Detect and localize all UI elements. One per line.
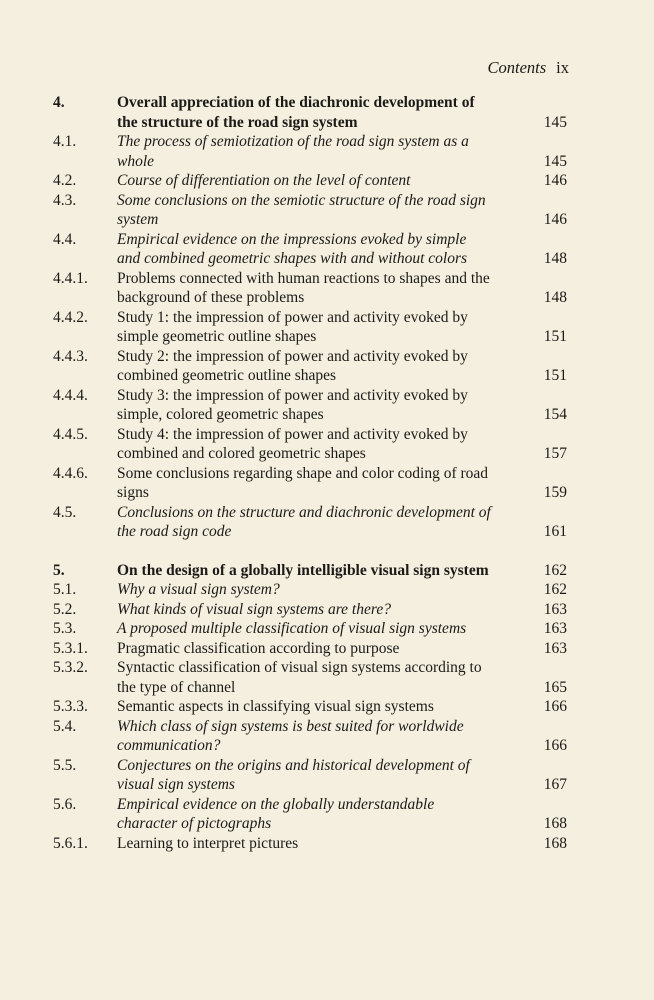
toc-entry bbox=[0, 464, 654, 503]
section-title: Empirical evidence on the impressions evoked by simple and combined geometric shapes with and without colors bbox=[117, 230, 468, 267]
toc-entry bbox=[0, 658, 654, 697]
section-page-number: 163 bbox=[543, 620, 567, 637]
section-title: Course of differentiation on the level of content bbox=[117, 172, 411, 189]
section-number: 5.6.1. bbox=[53, 834, 88, 852]
section-page-number: 161 bbox=[543, 523, 567, 540]
section-title: Overall appreciation of the diachronic development of the structure of the road sign system bbox=[117, 94, 475, 131]
section-title: Study 1: the impression of power and activity evoked by simple geometric outline shapes bbox=[117, 308, 468, 345]
section-number: 5.4. bbox=[53, 717, 77, 735]
section-title: A proposed multiple classification of visual sign systems bbox=[117, 620, 467, 637]
page-number: ix bbox=[556, 58, 569, 77]
section-page-number: 154 bbox=[543, 406, 567, 423]
section-number: 4.2. bbox=[53, 172, 77, 189]
section-page-number: 148 bbox=[543, 250, 567, 267]
toc-entry bbox=[0, 600, 654, 620]
section-page-number: 148 bbox=[543, 289, 567, 306]
section-title: Learning to interpret pictures bbox=[117, 834, 299, 852]
section-number: 5.6. bbox=[53, 795, 77, 813]
section-page-number: 166 bbox=[543, 698, 567, 715]
section-page-number: 157 bbox=[543, 445, 567, 462]
table-of-contents bbox=[0, 93, 654, 853]
section-page-number: 168 bbox=[543, 834, 567, 852]
toc-entry bbox=[0, 639, 654, 659]
running-head bbox=[487, 58, 569, 78]
toc-entry bbox=[0, 580, 654, 600]
section-number: 4.4. bbox=[53, 230, 77, 248]
section-page-number: 145 bbox=[543, 152, 567, 170]
section-page-number: 151 bbox=[543, 328, 567, 345]
section-number: 5.1. bbox=[53, 581, 77, 598]
section-number: 4.4.5. bbox=[53, 425, 88, 443]
section-title: Conclusions on the structure and diachronic development of the road sign code bbox=[117, 503, 491, 540]
toc-entry bbox=[0, 795, 654, 834]
section-number: 5.5. bbox=[53, 756, 77, 774]
toc-entry bbox=[0, 308, 654, 347]
section-number: 4.3. bbox=[53, 191, 77, 209]
running-head-label: Contents bbox=[487, 58, 547, 77]
section-number: 4.1. bbox=[53, 133, 77, 150]
toc-entry bbox=[0, 347, 654, 386]
toc-entry bbox=[0, 503, 654, 542]
section-page-number: 166 bbox=[543, 737, 567, 754]
section-title: Some conclusions regarding shape and color coding of road signs bbox=[117, 464, 489, 501]
section-page-number: 163 bbox=[543, 600, 567, 618]
section-title: Problems connected with human reactions to shapes and the background of these problems bbox=[117, 269, 490, 306]
section-page-number: 165 bbox=[543, 678, 567, 696]
section-title: Why a visual sign system? bbox=[117, 581, 280, 598]
section-number: 5.3.1. bbox=[53, 639, 88, 657]
section-title: Empirical evidence on the globally understandable character of pictographs bbox=[117, 795, 435, 832]
toc-entry bbox=[0, 425, 654, 464]
section-number: 5.2. bbox=[53, 600, 77, 618]
section-title: Study 4: the impression of power and activity evoked by combined and colored geometric shapes bbox=[117, 425, 468, 462]
toc-entry bbox=[0, 756, 654, 795]
section-number: 4.4.6. bbox=[53, 464, 88, 482]
toc-entry bbox=[0, 93, 654, 132]
section-page-number: 162 bbox=[543, 581, 567, 598]
section-page-number: 151 bbox=[543, 367, 567, 384]
toc-entry bbox=[0, 230, 654, 269]
section-number: 4.5. bbox=[53, 503, 77, 521]
toc-entry bbox=[0, 717, 654, 756]
toc-entry bbox=[0, 269, 654, 308]
section-title: Syntactic classification of visual sign systems according to the type of channel bbox=[117, 659, 482, 696]
section-number: 4.4.3. bbox=[53, 347, 88, 365]
section-page-number: 168 bbox=[543, 815, 567, 832]
section-page-number: 146 bbox=[543, 211, 567, 228]
toc-entry bbox=[0, 561, 654, 581]
section-page-number: 163 bbox=[543, 639, 567, 657]
section-page-number: 167 bbox=[543, 776, 567, 793]
toc-entry bbox=[0, 834, 654, 854]
section-page-number: 162 bbox=[543, 561, 567, 579]
toc-entry bbox=[0, 191, 654, 230]
toc-entry bbox=[0, 386, 654, 425]
section-page-number: 159 bbox=[543, 484, 567, 501]
toc-entry bbox=[0, 171, 654, 191]
section-number: 5.3.3. bbox=[53, 698, 88, 715]
toc-entry bbox=[0, 132, 654, 171]
section-number: 4. bbox=[53, 94, 65, 111]
section-number: 4.4.1. bbox=[53, 269, 88, 287]
section-title: Conjectures on the origins and historical development of visual sign systems bbox=[117, 756, 470, 793]
toc-entry bbox=[0, 697, 654, 717]
section-title: The process of semiotization of the road sign system as a whole bbox=[117, 133, 469, 170]
section-title: Which class of sign systems is best suited for worldwide communication? bbox=[117, 717, 464, 754]
section-title: Pragmatic classification according to purpose bbox=[117, 639, 400, 657]
section-title: Study 2: the impression of power and activity evoked by combined geometric outline shapes bbox=[117, 347, 468, 384]
section-title: Some conclusions on the semiotic structure of the road sign system bbox=[117, 191, 486, 228]
section-page-number: 145 bbox=[543, 113, 567, 131]
section-number: 5. bbox=[53, 561, 65, 579]
section-number: 5.3.2. bbox=[53, 659, 88, 676]
section-page-number: 146 bbox=[543, 172, 567, 189]
toc-entry bbox=[0, 619, 654, 639]
section-number: 5.3. bbox=[53, 620, 77, 637]
section-number: 4.4.4. bbox=[53, 386, 88, 404]
section-number: 4.4.2. bbox=[53, 308, 88, 326]
section-title: What kinds of visual sign systems are there? bbox=[117, 600, 391, 618]
section-title: Study 3: the impression of power and activity evoked by simple, colored geometric shapes bbox=[117, 386, 468, 423]
section-title: On the design of a globally intelligible visual sign system bbox=[117, 561, 489, 579]
section-title: Semantic aspects in classifying visual sign systems bbox=[117, 698, 434, 715]
